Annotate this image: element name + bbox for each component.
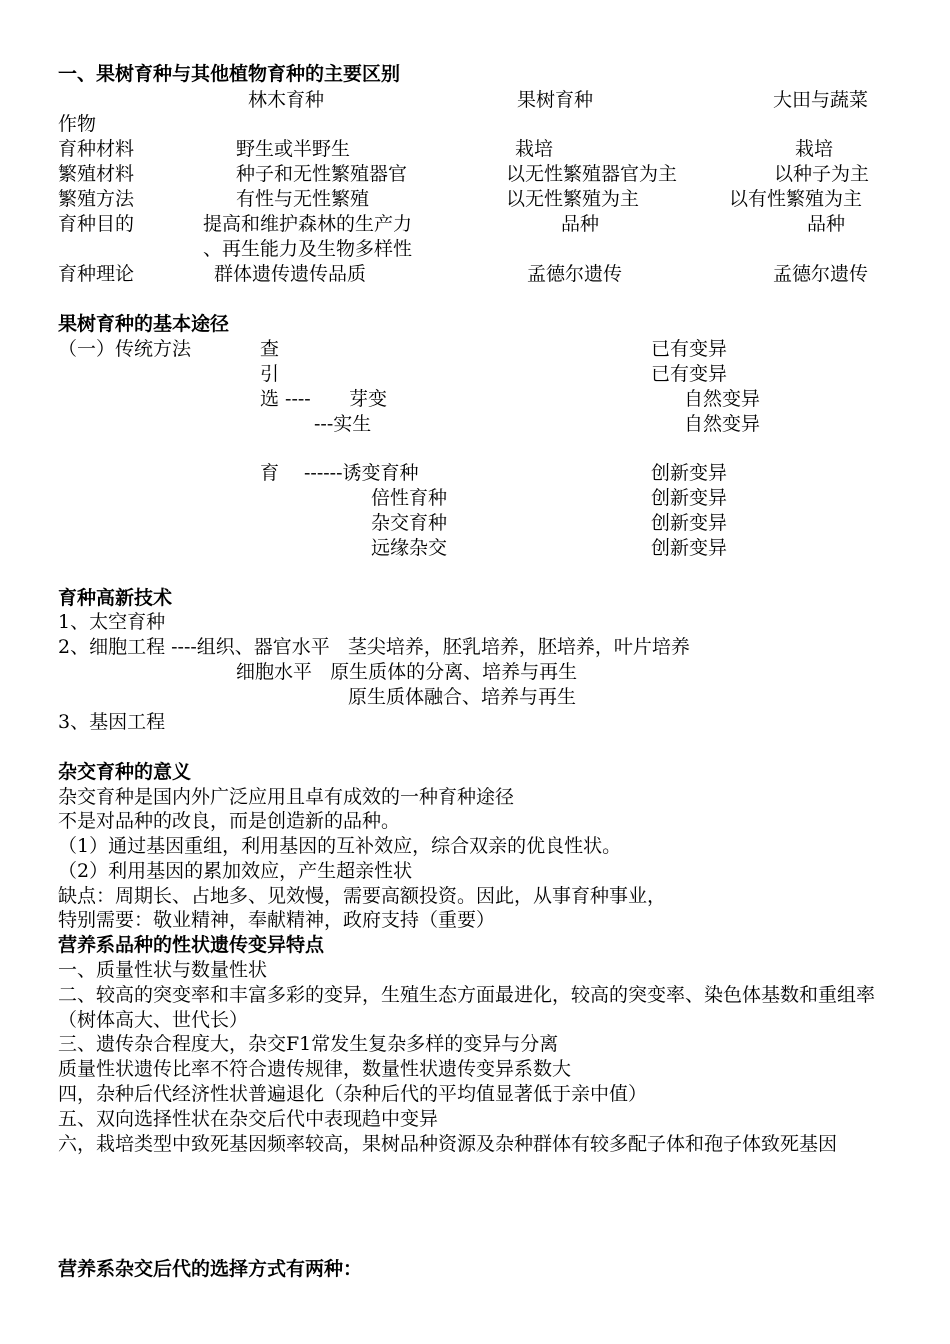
col-header-fruit: 果树育种 — [517, 89, 594, 111]
path-result: 创新变异 — [651, 462, 728, 484]
path-result: 自然变异 — [684, 413, 761, 435]
text-line: 四，杂种后代经济性状普遍退化（杂种后代的平均值显著低于亲中值） — [58, 1083, 648, 1105]
row-fruit: 以无性繁殖器官为主 — [506, 163, 678, 185]
path-sub: 远缘杂交 — [371, 537, 448, 559]
row-fruit: 以无性繁殖为主 — [506, 188, 640, 210]
text-line: 特别需要：敬业精神，奉献精神，政府支持（重要） — [58, 909, 496, 931]
path-sub: ------诱变育种 — [304, 462, 419, 484]
row-forest: 种子和无性繁殖器官 — [236, 163, 408, 185]
text-line: （2）利用基因的累加效应，产生超亲性状 — [58, 860, 413, 882]
col-header-forest: 林木育种 — [248, 89, 325, 111]
row-label: 育种材料 — [58, 138, 135, 160]
col-header-field-wrap: 作物 — [58, 113, 97, 135]
section6-title: 营养系杂交后代的选择方式有两种： — [58, 1258, 363, 1280]
path-key: 查 — [260, 338, 280, 360]
path-sub: 杂交育种 — [371, 512, 448, 534]
row-forest: 野生或半野生 — [236, 138, 351, 160]
row-label: 育种目的 — [58, 213, 135, 235]
path-result: 创新变异 — [651, 537, 728, 559]
text-paragraph: 六，栽培类型中致死基因频率较高，果树品种资源及杂种群体有较多配子体和孢子体致死基因 — [58, 1133, 838, 1155]
tech-item: 细胞水平 原生质体的分离、培养与再生 — [236, 661, 578, 683]
text-paragraph: 二、较高的突变率和丰富多彩的变异，生殖生态方面最进化，较高的突变率、染色体基数和重组率（树体高大、世代长） — [58, 984, 876, 1031]
text-line: 一、质量性状与数量性状 — [58, 959, 268, 981]
row-forest-cont: 、再生能力及生物多样性 — [203, 238, 413, 260]
path-result: 创新变异 — [651, 487, 728, 509]
col-header-field: 大田与蔬菜 — [773, 89, 869, 111]
row-field: 栽培 — [795, 138, 834, 160]
path-sub: 芽变 — [349, 388, 388, 410]
section5-title: 营养系品种的性状遗传变异特点 — [58, 934, 325, 956]
text-line: 不是对品种的改良，而是创造新的品种。 — [58, 810, 401, 832]
row-label: 育种理论 — [58, 263, 135, 285]
path-result: 已有变异 — [651, 338, 728, 360]
path-key: 引 — [260, 363, 280, 385]
path-result: 已有变异 — [651, 363, 728, 385]
row-label: 繁殖方法 — [58, 188, 135, 210]
text-line: 杂交育种是国内外广泛应用且卓有成效的一种育种途径 — [58, 786, 515, 808]
tech-item: 3、基因工程 — [58, 711, 166, 733]
text-line: （1）通过基因重组，利用基因的互补效应，综合双亲的优良性状。 — [58, 835, 622, 857]
row-forest: 群体遗传遗传品质 — [214, 263, 367, 285]
row-fruit: 品种 — [561, 213, 600, 235]
text-line: 三、遗传杂合程度大，杂交F1常发生复杂多样的变异与分离 — [58, 1033, 559, 1055]
path-key: 育 — [260, 462, 280, 484]
row-fruit: 栽培 — [515, 138, 554, 160]
text-line: 五、双向选择性状在杂交后代中表现趋中变异 — [58, 1108, 439, 1130]
row-field: 品种 — [807, 213, 846, 235]
path-result: 自然变异 — [684, 388, 761, 410]
section4-title: 杂交育种的意义 — [58, 761, 192, 783]
method-label: （一）传统方法 — [58, 338, 192, 360]
path-key: 选 ---- — [260, 388, 311, 410]
row-field: 以有性繁殖为主 — [729, 188, 863, 210]
row-forest: 提高和维护森林的生产力 — [203, 213, 413, 235]
row-forest: 有性与无性繁殖 — [236, 188, 370, 210]
tech-item: 2、细胞工程 ----组织、器官水平 茎尖培养，胚乳培养，胚培养，叶片培养 — [58, 636, 690, 658]
section2-title: 果树育种的基本途径 — [58, 313, 230, 335]
path-result: 创新变异 — [651, 512, 728, 534]
row-label: 繁殖材料 — [58, 163, 135, 185]
row-field: 以种子为主 — [774, 163, 870, 185]
row-field: 孟德尔遗传 — [773, 263, 869, 285]
section3-title: 育种高新技术 — [58, 587, 173, 609]
section1-title: 一、果树育种与其他植物育种的主要区别 — [58, 63, 401, 85]
text-line: 缺点：周期长、占地多、见效慢，需要高额投资。因此，从事育种事业， — [58, 885, 667, 907]
path-sub: 倍性育种 — [371, 487, 448, 509]
tech-item: 原生质体融合、培养与再生 — [348, 686, 577, 708]
text-line: 质量性状遗传比率不符合遗传规律，数量性状遗传变异系数大 — [58, 1058, 572, 1080]
path-key: ---实生 — [314, 413, 372, 435]
row-fruit: 孟德尔遗传 — [527, 263, 623, 285]
tech-item: 1、太空育种 — [58, 611, 166, 633]
